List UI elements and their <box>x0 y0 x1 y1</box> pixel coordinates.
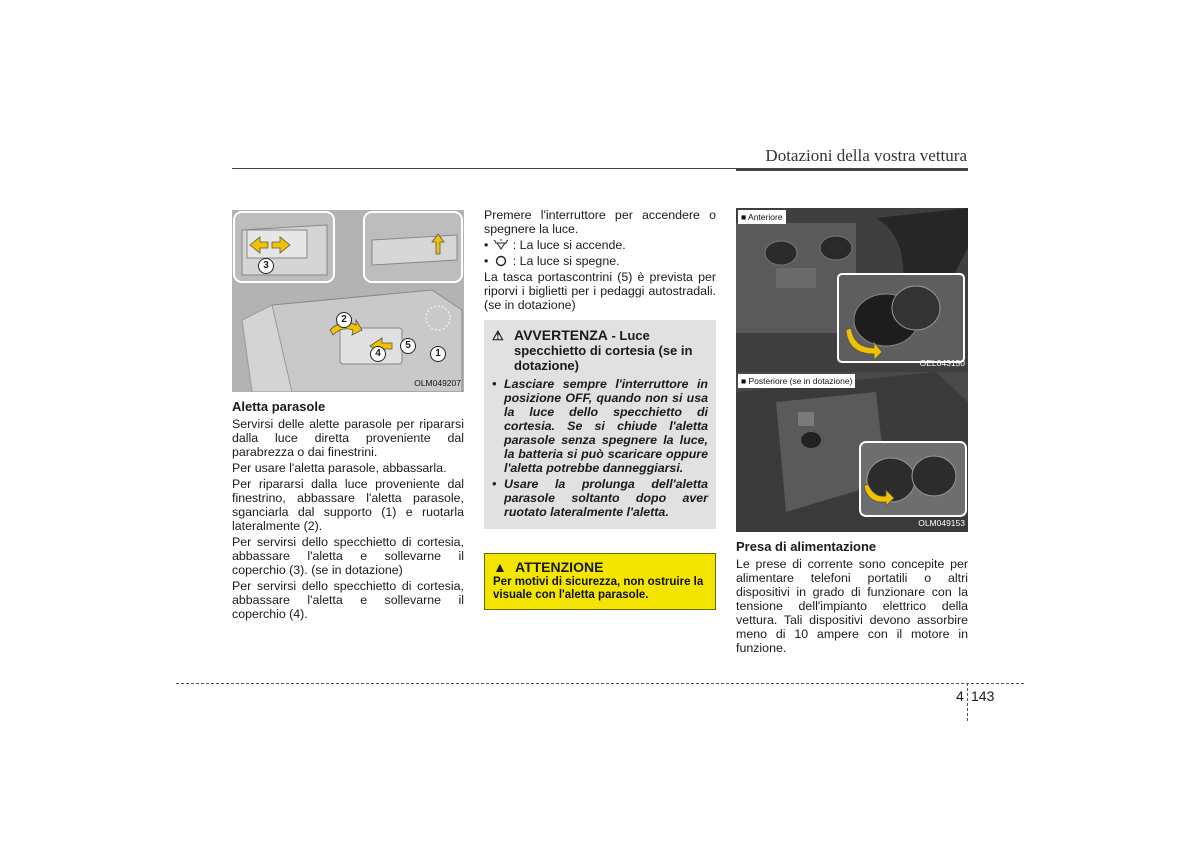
warning-title-text <box>514 328 708 373</box>
footer-rule <box>176 683 1024 684</box>
figure-code: OEL043150 <box>919 358 965 368</box>
column-power-outlet <box>736 208 968 657</box>
column-sun-visor <box>232 210 464 623</box>
bullet-light-off <box>484 254 716 268</box>
caution-box <box>484 553 716 610</box>
paragraph: Premere l'interruttore per accendere o spegnere la luce. <box>484 208 716 236</box>
bullet-text: : La luce si accende. <box>512 238 626 252</box>
section-heading: Aletta parasole <box>232 399 326 414</box>
figure-code: OLM049207 <box>414 378 461 388</box>
section-heading: Presa di alimentazione <box>736 539 877 554</box>
figure-code: OLM049153 <box>918 518 965 528</box>
paragraph: Per servirsi dello specchietto di cortesia, abbassare l'aletta e sollevarne il coperchio (3). (se in dotazione) <box>232 535 464 577</box>
paragraph: Le prese di corrente sono concepite per alimentare telefoni portatili o altri dispositivi in grado di funzionare con la tensione dell'impianto elettrico della vettura. Tali dispositivi devono assorbire meno di 10 ampere con il motore in funzione. <box>736 557 968 655</box>
bullet: • <box>484 238 492 252</box>
figure-tag: ■ Anteriore <box>738 210 786 224</box>
page-header-title: Dotazioni della vostra vettura <box>765 146 967 165</box>
rear-outlet-figure <box>736 372 968 532</box>
warning-label: AVVERTENZA <box>514 327 608 343</box>
warning-box <box>484 320 716 529</box>
callout-5: 5 <box>400 338 416 354</box>
paragraph: Servirsi delle alette parasole per ripararsi dalla luce diretta proveniente dal parabrezza o dai finestrini. <box>232 417 464 459</box>
column-mirror-light <box>484 208 716 610</box>
callout-3: 3 <box>258 258 274 274</box>
caution-label: ATTENZIONE <box>515 559 604 575</box>
bullet-text: : La luce si spegne. <box>512 254 620 268</box>
paragraph: Per servirsi dello specchietto di cortesia, abbassare l'aletta e sollevarne il coperchio (4). <box>232 579 464 621</box>
sun-visor-illustration <box>232 210 464 392</box>
sun-visor-figure <box>232 210 464 392</box>
warning-item: • Lasciare sempre l'interruttore in posizione OFF, quando non si usa la luce dello specchietto di cortesia. Se si chiude l'aletta parasole senza spegnere la luce, la batteria si può scaricare oppure l'aletta potrebbe danneggiarsi. <box>492 377 708 475</box>
caution-triangle-icon: ▲ <box>493 559 507 575</box>
warning-triangle-icon: ⚠ <box>492 328 504 343</box>
callout-2: 2 <box>336 312 352 328</box>
paragraph: Per usare l'aletta parasole, abbassarla. <box>232 461 447 475</box>
callout-4: 4 <box>370 346 386 362</box>
rear-outlet-photo <box>736 372 968 532</box>
page-number: 143 <box>971 688 995 704</box>
light-off-icon <box>492 255 510 267</box>
paragraph: La tasca portascontrini (5) è prevista per riporvi i biglietti per i pedaggi autostradali. (se in dotazione) <box>484 270 716 312</box>
light-on-icon <box>492 239 510 251</box>
caution-text: Per motivi di sicurezza, non ostruire la visuale con l'aletta parasole. <box>493 576 704 601</box>
figure-tag: ■ Posteriore (se in dotazione) <box>738 374 855 388</box>
caution-title <box>493 560 707 574</box>
warning-item: • Usare la prolunga dell'aletta parasole soltanto dopo aver ruotato lateralmente l'aletta. <box>492 477 708 519</box>
footer-divider <box>967 683 968 721</box>
header-bar <box>736 168 968 171</box>
front-outlet-photo <box>736 208 968 372</box>
bullet-light-on <box>484 238 716 252</box>
warning-subject: - Luce specchietto di cortesia (se in dotazione) <box>514 328 693 373</box>
callout-1: 1 <box>430 346 446 362</box>
chapter-number: 4 <box>956 688 964 704</box>
bullet: • <box>484 254 492 268</box>
warning-title <box>492 328 708 373</box>
warning-list <box>492 377 708 519</box>
front-outlet-figure <box>736 208 968 372</box>
paragraph: Per ripararsi dalla luce proveniente dal finestrino, abbassare l'aletta parasole, sganciarla dal supporto (1) e ruotarla lateralmente (2). <box>232 477 464 533</box>
